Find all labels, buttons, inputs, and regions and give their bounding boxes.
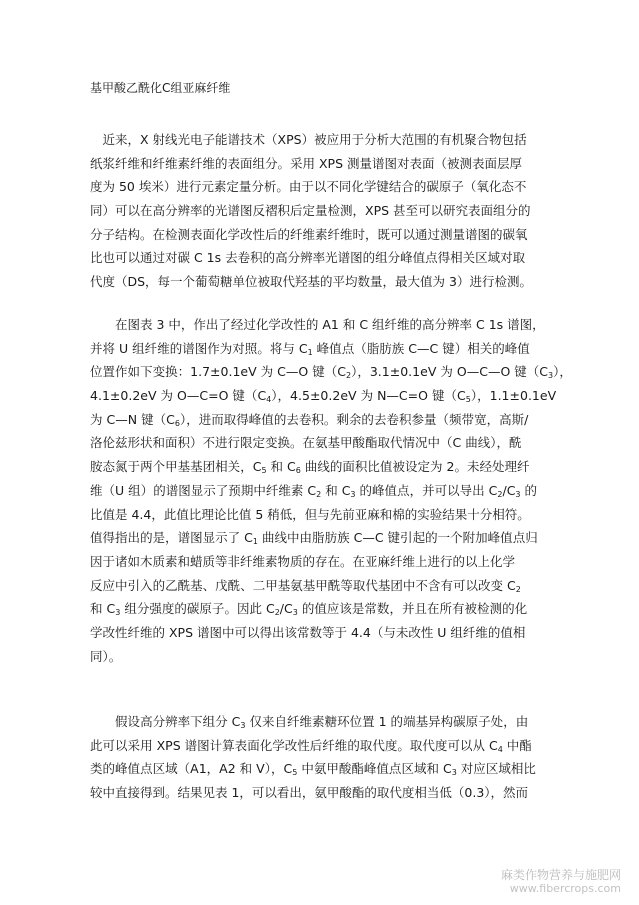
- text-line: 类的峰值点区域（A1，A2 和 V），$C_5$ 中氨甲酸酯峰值点区域和 $C_3$ 对应区域相比: [90, 761, 536, 778]
- text-line: 洛伦兹形状和面积）不进行限定变换。在氨基甲酸酯取代情况中（C 曲线），酰: [90, 435, 522, 451]
- text-line: 值得指出的是，谱图显示了 $C_1$ 曲线中由脂肪族 C—C 键引起的一个附加峰值点归: [90, 530, 538, 547]
- text-line: 此可以采用 XPS 谱图计算表面化学改性后纤维的取代度。取代度可以从 $C_4$ 中酯: [90, 737, 532, 754]
- text-line: 较中直接得到。结果见表 1，可以看出，氨甲酸酯的取代度相当低（0.3），然而: [90, 785, 529, 801]
- text-line: 并将 U 组纤维的谱图作为对照。将与 $C_1$ 峰值点（脂肪族 C—C 键）相关的峰值: [90, 340, 530, 357]
- text-line: 比也可以通过对碳 C 1s 去卷积的高分辨率光谱图的组分峰值点得相关区域对取: [90, 250, 526, 266]
- text-line: 近来，X 射线光电子能谱技术（XPS）被应用于分析大范围的有机聚合物包括: [90, 132, 527, 147]
- text-line: 纸浆纤维和纤维素纤维的表面组分。采用 XPS 测量谱图对表面（被测表面层厚: [90, 155, 522, 171]
- text-line: 胺态氮于两个甲基基团相关，$C_5$ 和 $C_6$ 曲线的面积比值被设定为 2。未经处理纤: [90, 459, 530, 476]
- text-line: 维（U 组）的谱图显示了预期中纤维素 $C_2$ 和 $C_3$ 的峰值点，并可以导出 $C_2/C_3$ 的: [90, 482, 538, 499]
- text-line: 度为 50 埃米）进行元素定量分析。由于以不同化学键结合的碳原子（氧化态不: [90, 179, 527, 195]
- paragraph-substitution-degree: [90, 710, 560, 805]
- text-line: 同）可以在高分辨率的光谱图反褶积后定量检测，XPS 甚至可以研究表面组分的: [90, 203, 531, 219]
- text-line: 位置作如下变换：1.7±0.1eV 为 C—O 键$(C_2)$，3.1±0.1eV 为 O—C—O 键$(C_3)$，: [90, 364, 572, 381]
- text-line: 为 C—N 键$(C_6)$，进而取得峰值的去卷积。剩余的去卷积参量（频带宽，高斯/: [90, 411, 529, 428]
- paragraph-intro: [90, 128, 560, 294]
- text-line: 代度（DS，每一个葡萄糖单位被取代羟基的平均数量，最大值为 3）进行检测。: [90, 274, 532, 290]
- text-line: 分子结构。在检测表面化学改性后的纤维素纤维时，既可以通过测量谱图的碳氧: [90, 226, 528, 242]
- text-line: 假设高分辨率下组分 $C_3$ 仅来自纤维素糖环位置 1 的端基异构碳原子处，由: [115, 714, 529, 730]
- text-line: 学改性纤维的 XPS 谱图中可以得出该常数等于 4.4（与未改性 U 组纤维的值相: [90, 624, 526, 640]
- text-line: 4.1±0.2eV 为 O—C=O 键$(C_4)$，4.5±0.2eV 为 N—C=O 键$(C_5)$，1.1±0.1eV: [90, 388, 557, 405]
- paragraph-xps-analysis: [90, 313, 572, 668]
- text-line: 在图表 3 中，作出了经过化学改性的 A1 和 C 组纤维的高分辨率 C 1s 谱图，: [90, 317, 545, 332]
- watermark-site-name: 麻类作物营养与施肥网: [500, 868, 621, 882]
- text-line: 反应中引入的乙酰基、戊酰、二甲基氨基甲酰等取代基团中不含有可以改变 $C_2$: [90, 577, 521, 594]
- text-line: 同）。: [90, 648, 122, 664]
- watermark-url: www.fibercrops.com: [509, 882, 621, 895]
- text-line: 因于诸如木质素和蜡质等非纤维素物质的存在。在亚麻纤维上进行的以上化学: [90, 553, 516, 569]
- document-title: 基甲酸乙酰化C组亚麻纤维: [90, 81, 231, 95]
- text-line: 比值是 4.4，此值比理论比值 5 稍低，但与先前亚麻和棉的实验结果十分相符。: [90, 506, 530, 522]
- text-line: 和 $C_3$ 组分强度的碳原子。因此 $C_2/C_3$ 的值应该是常数，并且在所有被检测的化: [90, 601, 528, 618]
